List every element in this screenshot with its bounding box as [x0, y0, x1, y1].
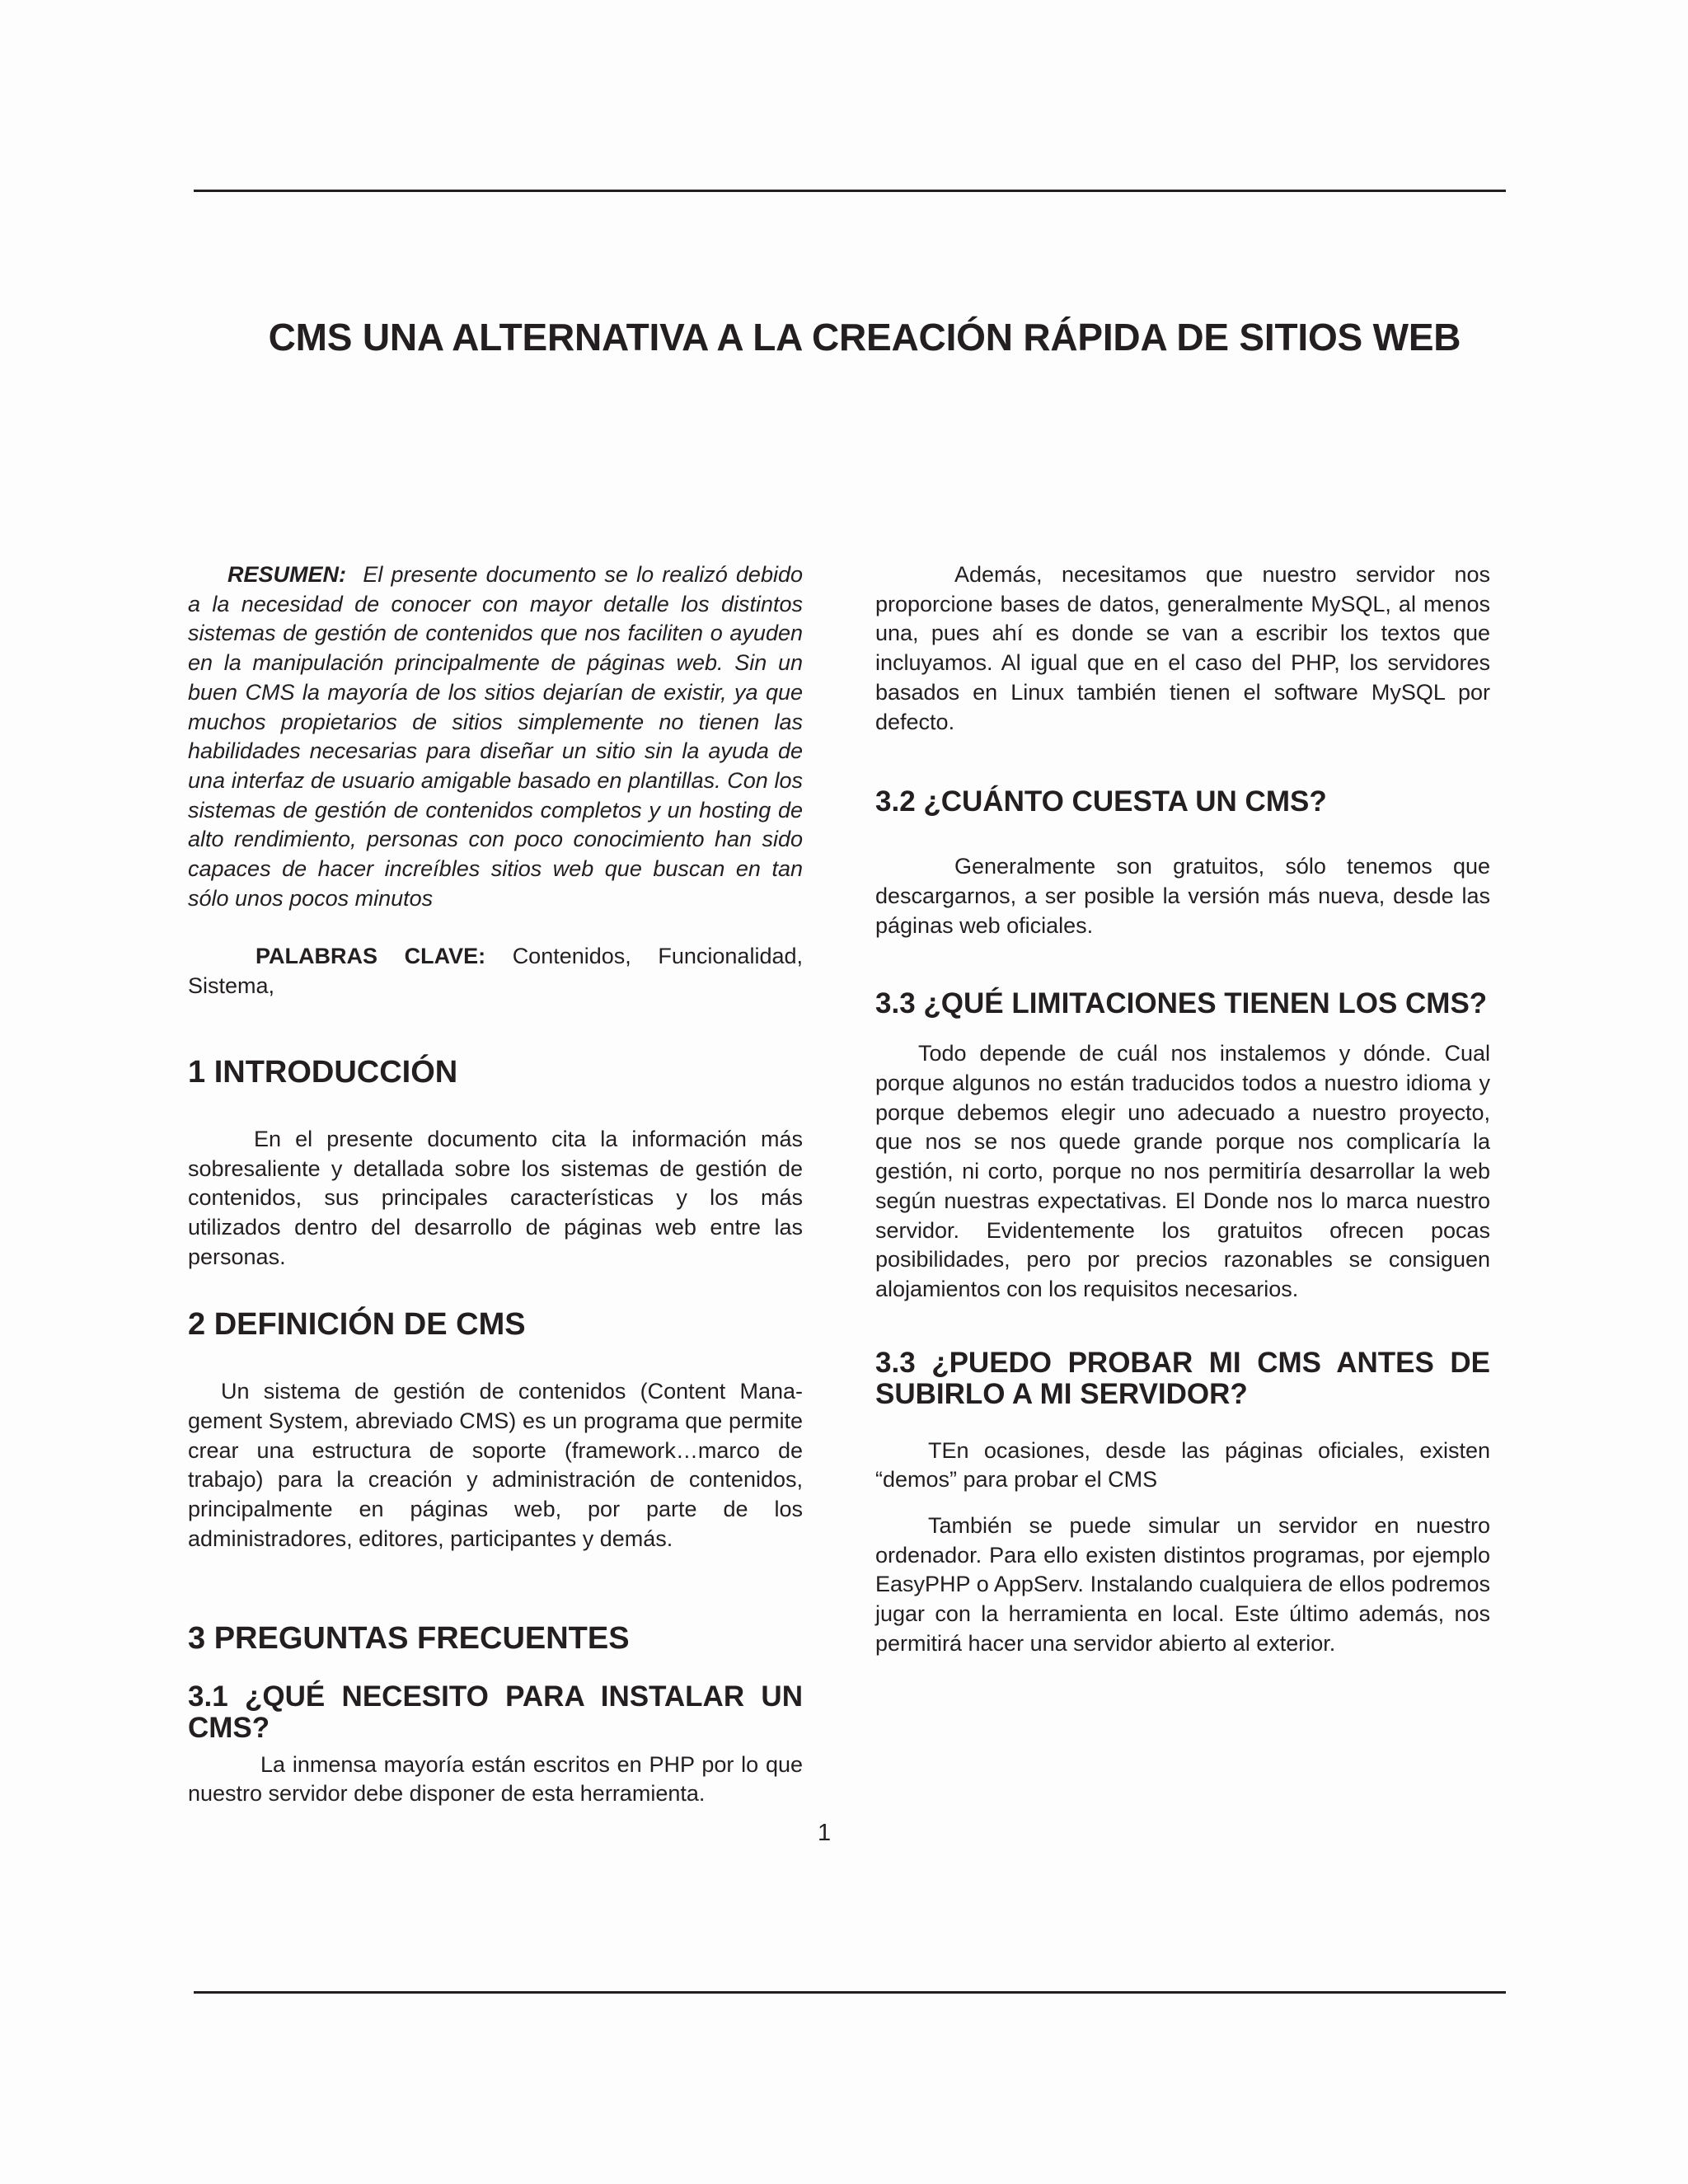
q1-paragraph-continued: Además, necesitamos que nuestro servidor nos proporcione bases de datos, generalmente MySQL, al menos una, pues ahí es donde se van a escribir los textos que incluyamos. Al igual que en el caso del PHP, los servidores basados en Linux también tienen el software MySQL por defecto. [875, 562, 1490, 734]
abstract-label: RESUMEN: [227, 562, 347, 587]
q4-heading: 3.3 ¿PUEDO PROBAR MI CMS ANTES DE SUBIRLO A MI SERVIDOR? [875, 1346, 1490, 1410]
abstract-text: El presente documento se lo realizó debido a la necesidad de conocer con mayor detalle los distintos sistemas de gestión de contenidos que nos faciliten o ayuden en la manipulación principalmente de páginas web. Sin un buen CMS la mayoría de los sitios dejarían de existir, ya que muchos propietarios de sitios simplemente no tienen las habilidades necesarias para diseñar un sitio sin la ayuda de una interfaz de usuario amigable basado en plantillas. Con los sistemas de gestión de contenidos completos y un hosting de alto rendimiento, personas con poco conocimiento han sido capaces de hacer increíbles sitios web que buscan en tan sólo unos pocos minutos [188, 562, 803, 911]
intro-heading: 1 INTRODUCCIÓN [188, 1054, 458, 1090]
keywords-label: PALABRAS CLAVE: [256, 944, 486, 969]
definition-paragraph: Un sistema de gestión de contenidos (Content Management System, abreviado CMS) es un programa que permite crear una estructura de soporte (framework…marco de trabajo) para la creación y administración de contenidos, principalmente en páginas web, por parte de los administradores, editores, participantes y demás. [188, 1379, 803, 1551]
q4-paragraph-2: También se puede simular un servidor en nuestro ordenador. Para ello existen distintos programas, por ejemplo EasyPHP o AppServ. Instalando cualquiera de ellos podremos jugar con la herramienta en local. Este último además, nos permitirá hacer una servidor abierto al exterior. [875, 1513, 1490, 1656]
q1-paragraph: La inmensa mayoría están escritos en PHP por lo que nuestro servidor debe disponer de esta herramienta. [188, 1751, 803, 1807]
bottom-rule [194, 1991, 1506, 1994]
keywords-text: Contenidos, Funcionalidad, Sistema, [188, 944, 803, 999]
paper-title: CMS UNA ALTERNATIVA A LA CREACIÓN RÁPIDA DE SITIOS WEB [268, 316, 1461, 359]
right-column [875, 560, 1490, 1659]
q4-paragraph: TEn ocasiones, desde las páginas oficiales, existen “demos” para probar el CMS [875, 1437, 1490, 1493]
intro-paragraph: En el presente documento cita la información más sobresaliente y detallada sobre los sistemas de gestión de contenidos, sus principales características y los más utilizados dentro del desarrollo de páginas web entre las personas. [188, 1126, 803, 1269]
q1-heading: 3.1 ¿QUÉ NECESITO PARA INSTALAR UN CMS? [188, 1680, 803, 1744]
definition-heading: 2 DEFINICIÓN DE CMS [188, 1307, 526, 1343]
top-rule [194, 190, 1506, 192]
q3-paragraph: Todo depende de cuál nos instalemos y dónde. Cual porque algunos no están traducidos todos a nuestro idioma y porque debemos elegir uno adecuado a nuestro proyecto, que nos se nos quede grande porque nos complicaría la gestión, ni corto, porque no nos permitiría desarrollar la web según nuestras expectativas. El Donde nos lo marca nuestro servidor. Evidentemente los gratuitos ofrecen pocas posibilidades, pero por precios razonables se consiguen alojamientos con los requisitos necesarios. [875, 1041, 1490, 1301]
q2-paragraph: Generalmente son gratuitos, sólo tenemos que descargarnos, a ser posible la versión más nueva, desde las páginas web oficiales. [875, 854, 1490, 938]
keywords-paragraph [188, 942, 803, 1001]
faq-heading: 3 PREGUNTAS FRECUENTES [188, 1620, 630, 1656]
q3-heading: 3.3 ¿QUÉ LIMITACIONES TIENEN LOS CMS? [875, 987, 1488, 1020]
left-column [188, 560, 803, 1809]
q2-heading: 3.2 ¿CUÁNTO CUESTA UN CMS? [875, 785, 1327, 818]
abstract-paragraph [188, 560, 803, 913]
page-number: 1 [818, 1820, 832, 1846]
